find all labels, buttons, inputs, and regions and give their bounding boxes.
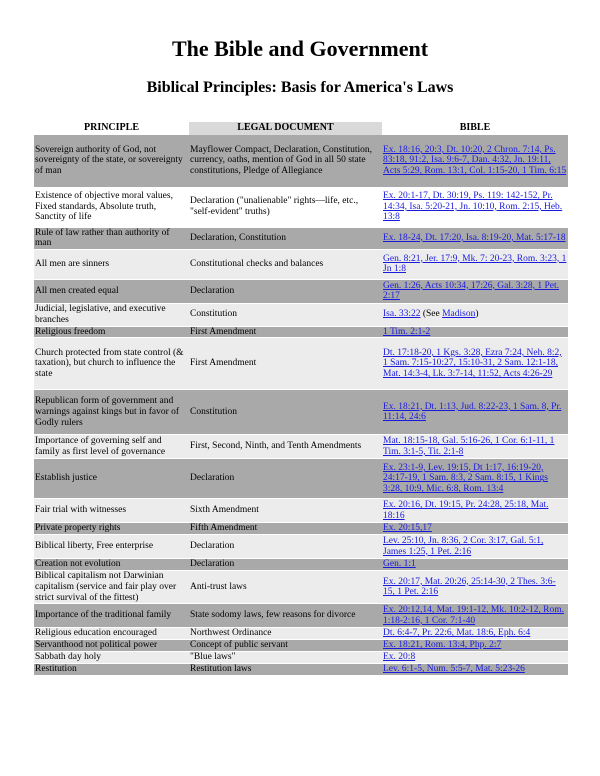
principle-cell: Biblical liberty, Free enterprise	[34, 535, 189, 559]
table-row	[34, 559, 568, 571]
principle-cell: Rule of law rather than authority of man	[34, 227, 189, 249]
principle-cell: Servanthood not political power	[34, 640, 189, 652]
bible-references-cell	[382, 390, 568, 435]
principle-cell: Judicial, legislative, and executive branches	[34, 303, 189, 326]
legal-document-cell: Constitution	[189, 303, 382, 326]
legal-document-cell: Fifth Amendment	[189, 523, 382, 535]
bible-references-cell	[382, 523, 568, 535]
bible-reference-link[interactable]: Ex. 20:8	[383, 652, 416, 663]
bible-references-cell	[382, 135, 568, 187]
bible-reference-link[interactable]: Ex. 20:1-17, Dt. 30:19, Ps. 119: 142-152, Pr. 14:34, Isa. 5:20-21, Jn. 10:10, Rom. 2:15, Heb. 13:8	[383, 191, 563, 223]
bible-reference-link[interactable]: Isa. 33:22	[383, 309, 421, 320]
bible-references-cell	[382, 664, 568, 676]
bible-reference-link[interactable]: Lev. 6:1-5, Num. 5:5-7, Mat. 5:23-26	[383, 664, 525, 675]
principle-cell: Existence of objective moral values, Fixed standards, Absolute truth, Sanctity of life	[34, 187, 189, 227]
bible-reference-link[interactable]: Dt. 6:4-7, Pr. 22:6, Mat. 18:6, Eph. 6:4	[383, 628, 531, 639]
bible-references-cell	[382, 559, 568, 571]
page-subtitle: Biblical Principles: Basis for America's Laws	[146, 79, 454, 96]
reference-note-text: )	[475, 309, 479, 320]
legal-document-cell: Sixth Amendment	[189, 499, 382, 523]
bible-reference-link[interactable]: Gen. 1:1	[383, 559, 416, 570]
principle-cell: Religious education encouraged	[34, 628, 189, 640]
table-row	[34, 523, 568, 535]
legal-document-cell: Declaration	[189, 459, 382, 499]
table-row	[34, 326, 568, 338]
legal-document-cell: Declaration ("unalienable" rights—life, etc., "self-evident" truths)	[189, 187, 382, 227]
bible-reference-link[interactable]: Ex. 23:1-9, Lev. 19:15, Dt 1:17, 16:19-20, 24:17-19, 1 Sam. 8:3, 2 Sam. 8:15, 1 Kings 3:28, 10:9, Mic. 6:8, Rom. 13:4	[383, 462, 548, 495]
legal-document-cell: First Amendment	[189, 338, 382, 390]
table-row	[34, 249, 568, 279]
bible-references-cell	[382, 279, 568, 303]
bible-reference-link[interactable]: Ex. 20:16, Dt. 19:15, Pr. 24:28, 25:18, Mat. 18:16	[383, 500, 549, 521]
legal-document-cell: Concept of public servant	[189, 640, 382, 652]
legal-document-cell: State sodomy laws, few reasons for divorce	[189, 604, 382, 628]
table-row	[34, 227, 568, 249]
principle-cell: Importance of governing self and family as first level of governance	[34, 435, 189, 459]
legal-document-cell: "Blue laws"	[189, 652, 382, 664]
table-row	[34, 571, 568, 604]
bible-references-cell	[382, 628, 568, 640]
bible-references-cell	[382, 338, 568, 390]
table-row	[34, 187, 568, 227]
bible-references-cell	[382, 459, 568, 499]
table-row	[34, 279, 568, 303]
bible-reference-link[interactable]: Gen. 8:21, Jer. 17:9, Mk. 7: 20-23, Rom. 3:23, 1 Jn 1:8	[383, 253, 567, 275]
table-header-row	[34, 122, 568, 135]
legal-document-cell: First Amendment	[189, 326, 382, 338]
principle-cell: Religious freedom	[34, 326, 189, 338]
bible-reference-link[interactable]: Lev. 25:10, Jn. 8:36, 2 Cor. 3:17, Gal. 5:1, James 1:25, 1 Pet. 2:16	[383, 536, 544, 557]
table-row	[34, 535, 568, 559]
legal-document-cell: Mayflower Compact, Declaration, Constitution, currency, oaths, mention of God in all 50 state constitutions, Pledge of Allegiance	[189, 135, 382, 187]
bible-references-cell	[382, 249, 568, 279]
bible-reference-link[interactable]: Ex. 20:12,14, Mat. 19:1-12, Mk. 10:2-12, Rom. 1:18-2:16, 1 Cor. 7:1-40	[383, 605, 565, 626]
legal-document-cell: Declaration	[189, 535, 382, 559]
bible-references-cell	[382, 652, 568, 664]
principle-cell: Sovereign authority of God, not sovereignty of the state, or sovereignty of man	[34, 135, 189, 187]
bible-references-cell	[382, 499, 568, 523]
principle-cell: Church protected from state control (& taxation), but church to influence the state	[34, 338, 189, 390]
table-row	[34, 652, 568, 664]
table-row	[34, 338, 568, 390]
bible-reference-link[interactable]: Ex. 20:17, Mat. 20:26, 25:14-30, 2 Thes. 3:6-15, 1 Pet. 2:16	[383, 576, 556, 598]
table-row	[34, 135, 568, 187]
legal-document-cell: First, Second, Ninth, and Tenth Amendments	[189, 435, 382, 459]
principle-cell: Establish justice	[34, 459, 189, 499]
bible-references-cell	[382, 640, 568, 652]
header-principle: PRINCIPLE	[34, 122, 189, 135]
legal-document-cell: Restitution laws	[189, 664, 382, 676]
header-legal-document: LEGAL DOCUMENT	[189, 122, 382, 135]
principle-cell: Importance of the traditional family	[34, 604, 189, 628]
legal-document-cell: Northwest Ordinance	[189, 628, 382, 640]
table-row	[34, 390, 568, 435]
bible-references-cell	[382, 227, 568, 249]
legal-document-cell: Anti-trust laws	[189, 571, 382, 604]
page-title: The Bible and Government	[171, 36, 429, 61]
reference-note-text: (See	[420, 309, 443, 320]
principle-cell: All men are sinners	[34, 249, 189, 279]
legal-document-cell: Declaration, Constitution	[189, 227, 382, 249]
table-row	[34, 499, 568, 523]
bible-references-cell	[382, 326, 568, 338]
principle-cell: Fair trial with witnesses	[34, 499, 189, 523]
bible-references-cell	[382, 303, 568, 326]
bible-references-cell	[382, 435, 568, 459]
legal-document-cell: Constitutional checks and balances	[189, 249, 382, 279]
table-row	[34, 604, 568, 628]
legal-document-cell: Constitution	[189, 390, 382, 435]
bible-reference-link[interactable]: Ex. 18:21, Dt. 1:13, Jud. 8:22-23, 1 Sam. 8, Pr. 11:14, 24:6	[383, 401, 562, 423]
bible-reference-link[interactable]: Ex. 18:16, 20:3, Dt. 10:20, 2 Chron. 7:14, Ps. 83:18, 91:2, Isa. 9:6-7, Dan. 4:32, Jn. 19:11, Acts 5:29, Rom. 13:1, Col. 1:15-20, 1 Tim. 6:15	[383, 144, 567, 177]
bible-references-cell	[382, 604, 568, 628]
legal-document-cell: Declaration	[189, 559, 382, 571]
bible-reference-link[interactable]: Dt. 17:18-20, 1 Kgs. 3:28, Ezra 7:24, Neh. 8:2, 1 Sam. 7:15-10:27, 15:10-31, 2 Sam. 12:1-18, Mat. 14:3-4, Lk. 3:7-14, 11:52, Acts 4:26-29	[383, 347, 562, 380]
bible-reference-link[interactable]: Ex. 20:15,17	[383, 523, 432, 534]
principles-table	[34, 122, 568, 676]
bible-reference-link[interactable]: Gen. 1:26, Acts 10:34, 17:26, Gal. 3:28, 1 Pet. 2:17	[383, 280, 560, 302]
bible-reference-link[interactable]: Ex. 18:21, Rom. 13:4, Php. 2:7	[383, 640, 502, 651]
bible-reference-link[interactable]: 1 Tim. 2:1-2	[383, 326, 431, 337]
table-row	[34, 303, 568, 326]
header-bible: BIBLE	[382, 122, 568, 135]
bible-references-cell	[382, 571, 568, 604]
table-row	[34, 435, 568, 459]
principle-cell: All men created equal	[34, 279, 189, 303]
table-row	[34, 640, 568, 652]
principle-cell: Biblical capitalism not Darwinian capitalism (service and fair play over strict survival of the fittest)	[34, 571, 189, 604]
principle-cell: Creation not evolution	[34, 559, 189, 571]
legal-document-cell: Declaration	[189, 279, 382, 303]
principle-cell: Restitution	[34, 664, 189, 676]
bible-reference-link[interactable]: Mat. 18:15-18, Gal. 5:16-26, 1 Cor. 6:1-11, 1 Tim. 3:1-5, Tit. 2:1-8	[383, 436, 555, 457]
table-row	[34, 664, 568, 676]
table-row	[34, 628, 568, 640]
table-row	[34, 459, 568, 499]
bible-reference-link[interactable]: Ex. 18-24, Dt. 17:20, Isa. 8:19-20, Mat. 5:17-18	[383, 232, 566, 243]
bible-references-cell	[382, 187, 568, 227]
principle-cell: Republican form of government and warnings against kings but in favor of Godly rulers	[34, 390, 189, 435]
bible-references-cell	[382, 535, 568, 559]
madison-link[interactable]: Madison	[442, 309, 476, 320]
principle-cell: Private property rights	[34, 523, 189, 535]
principle-cell: Sabbath day holy	[34, 652, 189, 664]
